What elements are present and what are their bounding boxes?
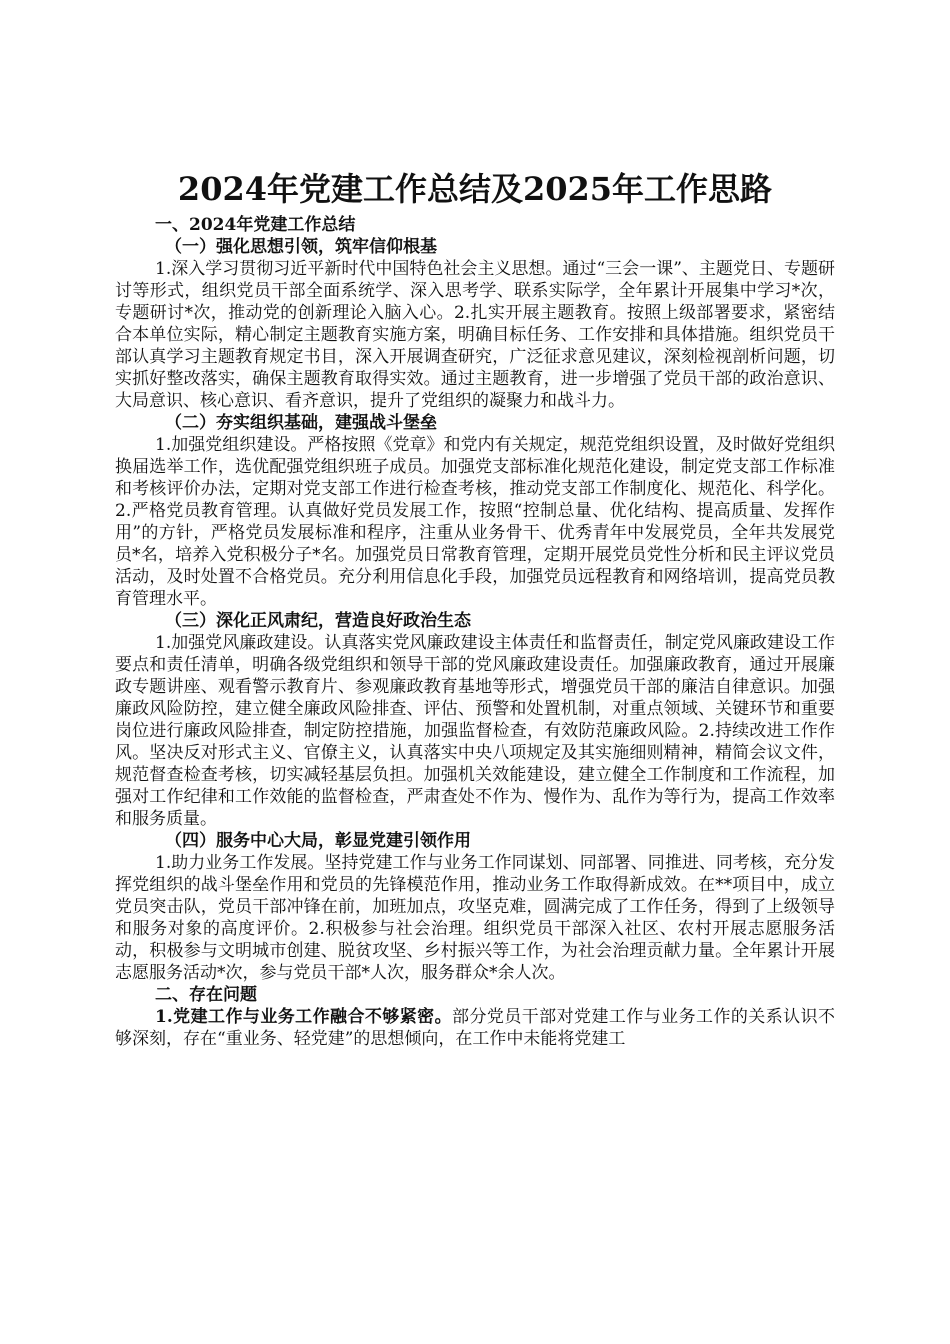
document-body — [115, 168, 835, 1050]
paragraph-service: 1.助力业务工作发展。坚持党建工作与业务工作同谋划、同部署、同推进、同考核，充分发挥党组织的战斗堡垒作用和党员的先锋模范作用，推动业务工作取得新成效。在**项目中，成立党员突击队，党员干部冲锋在前，加班加点，攻坚克难，圆满完成了工作任务，得到了上级领导和服务对象的高度评价。2.积极参与社会治理。组织党员干部深入社区、农村开展志愿服务活动，积极参与文明城市创建、脱贫攻坚、乡村振兴等工作，为社会治理贡献力量。全年累计开展志愿服务活动*次，参与党员干部*人次，服务群众*余人次。 — [115, 853, 835, 983]
subsection-heading-organization: （二）夯实组织基础，建强战斗堡垒 — [165, 413, 437, 433]
paragraph-organization: 1.加强党组织建设。严格按照《党章》和党内有关规定，规范党组织设置，及时做好党组织换届选举工作，选优配强党组织班子成员。加强党支部标准化规范化建设，制定党支部工作标准和考核评价办法，定期对党支部工作进行检查考核，推动党支部工作制度化、规范化、科学化。2.严格党员教育管理。认真做好党员发展工作，按照“控制总量、优化结构、提高质量、发挥作用”的方针，严格党员发展标准和程序，注重从业务骨干、优秀青年中发展党员，全年共发展党员*名，培养入党积极分子*名。加强党员日常教育管理，定期开展党员党性分析和民主评议党员活动，及时处置不合格党员。充分利用信息化手段，加强党员远程教育和网络培训，提高党员教育管理水平。 — [115, 435, 835, 609]
subsection-heading-service: （四）服务中心大局，彰显党建引领作用 — [165, 831, 471, 851]
section-heading-problems: 二、存在问题 — [155, 985, 257, 1005]
problem-1-lead: 1.党建工作与业务工作融合不够紧密。 — [155, 1007, 453, 1027]
subsection-heading-discipline: （三）深化正风肃纪，营造良好政治生态 — [165, 611, 471, 631]
section-heading-summary: 一、2024年党建工作总结 — [155, 215, 356, 235]
paragraph-problem-1 — [115, 1006, 835, 1050]
paragraph-discipline: 1.加强党风廉政建设。认真落实党风廉政建设主体责任和监督责任，制定党风廉政建设工作要点和责任清单，明确各级党组织和领导干部的党风廉政建设责任。加强廉政教育，通过开展廉政专题讲座、观看警示教育片、参观廉政教育基地等形式，增强党员干部的廉洁自律意识。加强廉政风险防控，建立健全廉政风险排查、评估、预警和处置机制，对重点领域、关键环节和重要岗位进行廉政风险排查，制定防控措施，加强监督检查，有效防范廉政风险。2.持续改进工作作风。坚决反对形式主义、官僚主义，认真落实中央八项规定及其实施细则精神，精简会议文件，规范督查检查考核，切实减轻基层负担。加强机关效能建设，建立健全工作制度和工作流程，加强对工作纪律和工作效能的监督检查，严肃查处不作为、慢作为、乱作为等行为，提高工作效率和服务质量。 — [115, 633, 835, 829]
subsection-heading-ideology: （一）强化思想引领，筑牢信仰根基 — [165, 237, 437, 257]
paragraph-ideology: 1.深入学习贯彻习近平新时代中国特色社会主义思想。通过“三会一课”、主题党日、专题研讨等形式，组织党员干部全面系统学、深入思考学、联系实际学，全年累计开展集中学习*次，专题研讨*次，推动党的创新理论入脑入心。2.扎实开展主题教育。按照上级部署要求，紧密结合本单位实际，精心制定主题教育实施方案，明确目标任务、工作安排和具体措施。组织党员干部认真学习主题教育规定书目，深入开展调查研究，广泛征求意见建议，深刻检视剖析问题，切实抓好整改落实，确保主题教育取得实效。通过主题教育，进一步增强了党员干部的政治意识、大局意识、核心意识、看齐意识，提升了党组织的凝聚力和战斗力。 — [115, 259, 835, 411]
problem-1-text: 部分党员干部对党建工作与业务工作的关系认识不够深刻，存在“重业务、轻党建”的思想倾向，在工作中未能将党建工 — [115, 1007, 836, 1049]
document-title: 2024年党建工作总结及2025年工作思路 — [177, 170, 773, 208]
